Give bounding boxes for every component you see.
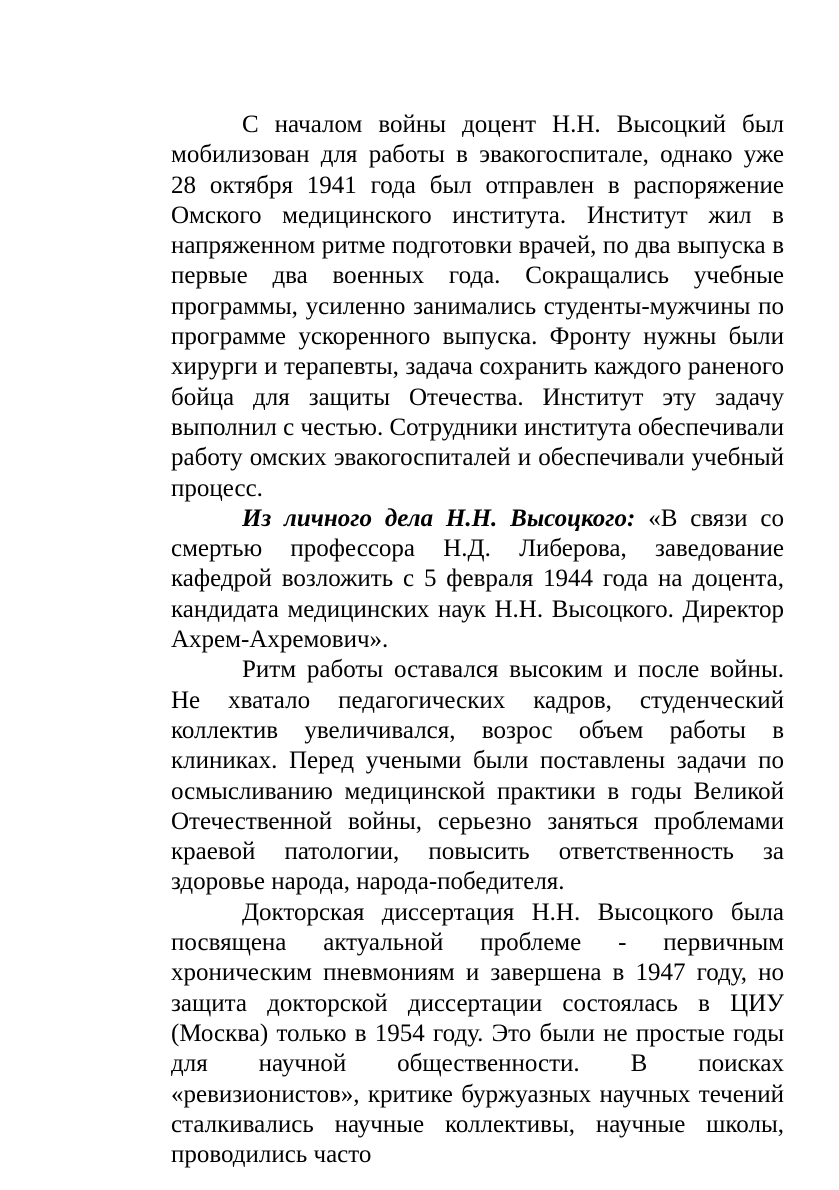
paragraph-dissertation xyxy=(171,898,784,1171)
body-text xyxy=(171,110,784,1170)
paragraph-text: Докторская диссертация Н.Н. Высоцкого была посвящена актуальной проблеме - первичным хроническим пневмониям и завершена в 1947 году, но защита докторской диссертации состоялась в ЦИУ (Москва) только в 1954 году. Это были не простые годы для научной общественности. В поисках «ревизионистов», критике буржуазных научных течений сталкивались научные коллективы, научные школы, проводились часто xyxy=(171,898,784,1169)
paragraph-postwar xyxy=(171,655,784,897)
paragraph-text: «В связи со смертью профессора Н.Д. Либерова, заведование кафедрой возложить с 5 февраля 1944 года на доцента, кандидата медицинских наук Н.Н. Высоцкого. Директор Ахрем-Ахремович». xyxy=(171,504,784,654)
paragraph-personal-file xyxy=(171,504,784,655)
paragraph-text: С началом войны доцент Н.Н. Высоцкий был мобилизован для работы в эвакогоспитале, однако уже 28 октября 1941 года был отправлен в распоряжение Омского медицинского института. Институт жил в напряженном ритме подготовки врачей, по два выпуска в первые два военных года. Сокращались учебные программы, усиленно занимались студенты-мужчины по программе ускоренного выпуска. Фронту нужны были хирурги и терапевты, задача сохранить каждого раненого бойца для защиты Отечества. Институт эту задачу выполнил с честью. Сотрудники института обеспечивали работу омских эвакогоспиталей и обеспечивали учебный процесс. xyxy=(171,111,784,502)
paragraph-war-mobilization xyxy=(171,110,784,504)
paragraph-lead-italic: Из личного дела Н.Н. Высоцкого: xyxy=(242,504,636,532)
paragraph-text: Ритм работы оставался высоким и после войны. Не хватало педагогических кадров, студенческий коллектив увеличивался, возрос объем работы в клиниках. Перед учеными были поставлены задачи по осмысливанию медицинской практики в годы Великой Отечественной войны, серьезно заняться проблемами краевой патологии, повысить ответственность за здоровье народа, народа-победителя. xyxy=(171,656,784,896)
